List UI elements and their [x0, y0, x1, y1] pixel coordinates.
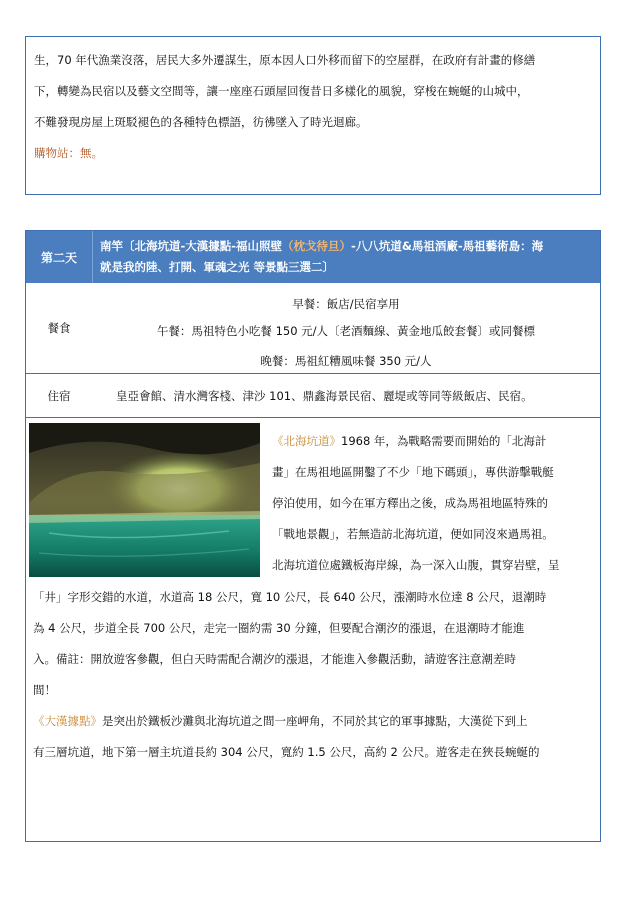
attraction-description: [26, 418, 600, 841]
dahan-name: 《大漢據點》: [33, 714, 102, 728]
shopping-note: 購物站：無。: [34, 146, 103, 160]
text-line: [272, 426, 560, 457]
day-label: 第二天: [26, 231, 93, 283]
text-line: 北海坑道位處鐵板海岸線，為一深入山腹，貫穿岩壁，呈: [272, 558, 560, 572]
meal-row: [26, 283, 600, 374]
tunnel-intro: [272, 426, 560, 581]
day2-itinerary-table: [25, 230, 601, 842]
day2-header: [26, 231, 600, 283]
meal-label: 餐食: [47, 321, 71, 335]
text-line: 間！: [33, 683, 56, 697]
text-line: 有三層坑道，地下第一層主坑道長約 304 公尺，寬約 1.5 公尺，高約 2 公尺。遊客走在狹長蜿蜒的: [33, 745, 540, 759]
text-line: [33, 706, 546, 737]
text-line: 「戰地景觀」，若無造訪北海坑道，便如同沒來過馬祖。: [272, 527, 554, 541]
text-span: 是突出於鐵板沙灘與北海坑道之間一座岬角，不同於其它的軍事據點，大漢從下到上: [102, 714, 528, 728]
text-line: 「井」字形交錯的水道，水道高 18 公尺，寬 10 公尺，長 640 公尺，漲潮時水位達 8 公尺，退潮時: [33, 590, 547, 604]
beihai-tunnel-photo: [29, 423, 260, 577]
day-title-line1: [100, 236, 592, 257]
tunnel-details: [33, 582, 546, 768]
intro-box: [25, 36, 601, 195]
intro-line: 下，轉變為民宿以及藝文空間等，讓一座座石頭屋回復昔日多樣化的風貌，穿梭在蜿蜒的山城中，: [34, 84, 529, 98]
day-title-line2: 就是我的陸、打開、軍魂之光 等景點三選二〕: [100, 260, 335, 274]
text-line: 停泊使用，如今在軍方釋出之後，成為馬祖地區特殊的: [272, 496, 548, 510]
title-text: 南竿〔北海坑道-大漢據點-福山照壁: [100, 239, 283, 253]
stay-label: 住宿: [47, 388, 71, 403]
day-title: [100, 236, 592, 278]
meal-details: [92, 283, 600, 373]
intro-line: 不難發現房屋上斑駁褪色的各種特色標語，彷彿墜入了時光迴廊。: [34, 115, 368, 129]
text-line: 為 4 公尺，步道全長 700 公尺，走完一圈約需 30 分鐘，但要配合潮汐的漲退，在退潮時才能進: [33, 621, 525, 635]
intro-line: 生，70 年代漁業沒落，居民大多外遷謀生，原本因人口外移而留下的空屋群，在政府有計畫的修繕: [34, 53, 536, 67]
title-highlight: （枕戈待旦）: [282, 239, 352, 253]
breakfast: 早餐：飯店/民宿享用: [292, 297, 400, 311]
stay-row: [26, 374, 600, 418]
dinner: 晚餐：馬祖紅糟風味餐 350 元/人: [260, 354, 432, 368]
text-line: 入。備註：開放遊客參觀，但白天時需配合潮汐的漲退，才能進入參觀活動，請遊客注意潮差時: [33, 652, 516, 666]
title-text: -八八坑道&馬祖酒廠-馬祖藝術島：海: [351, 239, 544, 253]
stay-value: 皇亞會館、清水灣客棧、津沙 101、鼎鑫海景民宿、麗堤或等同等級飯店、民宿。: [116, 388, 533, 403]
text-line: 畫」在馬祖地區開鑿了不少「地下碼頭」，專供游擊戰艇: [272, 465, 554, 479]
lunch: 午餐：馬祖特色小吃餐 150 元/人〔老酒麵線、黃金地瓜餃套餐〕或同餐標: [156, 324, 536, 338]
text-span: 1968 年，為戰略需要而開始的「北海計: [341, 434, 547, 448]
tunnel-name: 《北海坑道》: [272, 434, 341, 448]
